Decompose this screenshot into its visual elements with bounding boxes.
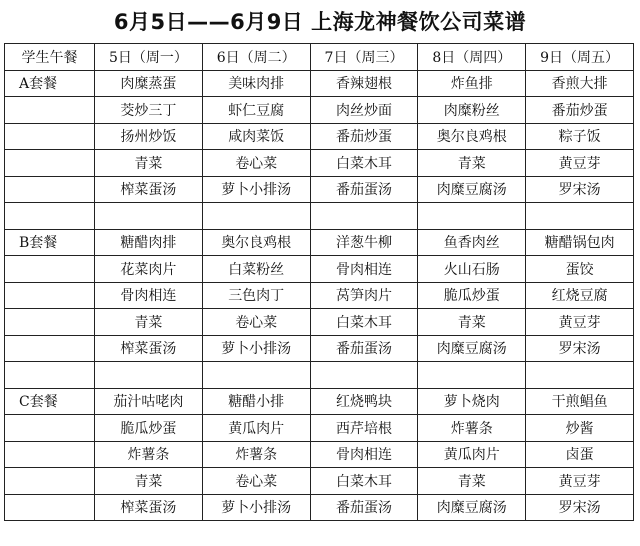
- empty-cell: [5, 335, 95, 362]
- empty-cell: [5, 97, 95, 124]
- dish-cell: 黄豆芽: [526, 150, 634, 177]
- empty-cell: [526, 203, 634, 230]
- dish-cell: 炸薯条: [202, 441, 310, 468]
- dish-cell: 白菜木耳: [310, 468, 418, 495]
- table-row: [5, 494, 634, 521]
- dish-cell: 青菜: [95, 150, 203, 177]
- dish-cell: 榨菜蛋汤: [95, 176, 203, 203]
- empty-cell: [526, 362, 634, 389]
- empty-cell: [418, 203, 526, 230]
- dish-cell: 肉丝炒面: [310, 97, 418, 124]
- day-header: 6日（周二）: [202, 44, 310, 71]
- dish-cell: 榨菜蛋汤: [95, 335, 203, 362]
- table-row: [5, 309, 634, 336]
- dish-cell: 肉糜豆腐汤: [418, 494, 526, 521]
- dish-cell: 青菜: [418, 150, 526, 177]
- menu-table-body: [5, 44, 634, 521]
- dish-cell: 萝卜小排汤: [202, 335, 310, 362]
- dish-cell: 番茄蛋汤: [310, 335, 418, 362]
- empty-cell: [5, 123, 95, 150]
- dish-cell: 香辣翅根: [310, 70, 418, 97]
- dish-cell: 骨肉相连: [310, 441, 418, 468]
- empty-cell: [5, 150, 95, 177]
- dish-cell: 番茄蛋汤: [310, 494, 418, 521]
- dish-cell: 美味肉排: [202, 70, 310, 97]
- table-row: [5, 388, 634, 415]
- dish-cell: 粽子饭: [526, 123, 634, 150]
- empty-cell: [5, 494, 95, 521]
- table-row: [5, 441, 634, 468]
- dish-cell: 香煎大排: [526, 70, 634, 97]
- dish-cell: 萝卜小排汤: [202, 494, 310, 521]
- dish-cell: 火山石肠: [418, 256, 526, 283]
- empty-cell: [5, 415, 95, 442]
- dish-cell: 青菜: [418, 309, 526, 336]
- table-row: [5, 176, 634, 203]
- dish-cell: 肉糜豆腐汤: [418, 176, 526, 203]
- dish-cell: 罗宋汤: [526, 335, 634, 362]
- dish-cell: 茭炒三丁: [95, 97, 203, 124]
- corner-cell: 学生午餐: [5, 44, 95, 71]
- dish-cell: 蛋饺: [526, 256, 634, 283]
- dish-cell: 黄豆芽: [526, 309, 634, 336]
- dish-cell: 白菜木耳: [310, 309, 418, 336]
- dish-cell: 奥尔良鸡根: [418, 123, 526, 150]
- empty-cell: [5, 362, 95, 389]
- empty-cell: [5, 256, 95, 283]
- table-row: [5, 468, 634, 495]
- dish-cell: 鱼香肉丝: [418, 229, 526, 256]
- dish-cell: 茄汁咕咾肉: [95, 388, 203, 415]
- dish-cell: 白菜木耳: [310, 150, 418, 177]
- dish-cell: 糖醋锅包肉: [526, 229, 634, 256]
- empty-cell: [5, 203, 95, 230]
- empty-cell: [5, 441, 95, 468]
- table-row: [5, 70, 634, 97]
- dish-cell: 糖醋小排: [202, 388, 310, 415]
- empty-cell: [95, 203, 203, 230]
- spacer-row: [5, 203, 634, 230]
- dish-cell: 罗宋汤: [526, 494, 634, 521]
- dish-cell: 萝卜小排汤: [202, 176, 310, 203]
- dish-cell: 炒酱: [526, 415, 634, 442]
- dish-cell: 骨肉相连: [310, 256, 418, 283]
- dish-cell: 扬州炒饭: [95, 123, 203, 150]
- empty-cell: [5, 309, 95, 336]
- table-row: [5, 123, 634, 150]
- dish-cell: 脆瓜炒蛋: [418, 282, 526, 309]
- empty-cell: [418, 362, 526, 389]
- dish-cell: 红烧鸭块: [310, 388, 418, 415]
- spacer-row: [5, 362, 634, 389]
- dish-cell: 番茄炒蛋: [310, 123, 418, 150]
- dish-cell: 卤蛋: [526, 441, 634, 468]
- dish-cell: 番茄蛋汤: [310, 176, 418, 203]
- dish-cell: 糖醋肉排: [95, 229, 203, 256]
- dish-cell: 青菜: [95, 309, 203, 336]
- empty-cell: [5, 176, 95, 203]
- day-header: 5日（周一）: [95, 44, 203, 71]
- empty-cell: [5, 282, 95, 309]
- dish-cell: 青菜: [95, 468, 203, 495]
- dish-cell: 萝卜烧肉: [418, 388, 526, 415]
- set-meal-label: A套餐: [5, 70, 95, 97]
- dish-cell: 黄瓜肉片: [418, 441, 526, 468]
- dish-cell: 黄豆芽: [526, 468, 634, 495]
- table-row: [5, 415, 634, 442]
- dish-cell: 卷心菜: [202, 150, 310, 177]
- dish-cell: 虾仁豆腐: [202, 97, 310, 124]
- table-row: [5, 282, 634, 309]
- day-header: 8日（周四）: [418, 44, 526, 71]
- dish-cell: 脆瓜炒蛋: [95, 415, 203, 442]
- dish-cell: 卷心菜: [202, 309, 310, 336]
- dish-cell: 青菜: [418, 468, 526, 495]
- dish-cell: 卷心菜: [202, 468, 310, 495]
- empty-cell: [310, 362, 418, 389]
- dish-cell: 奥尔良鸡根: [202, 229, 310, 256]
- dish-cell: 西芹培根: [310, 415, 418, 442]
- table-row: [5, 150, 634, 177]
- table-row: [5, 335, 634, 362]
- dish-cell: 番茄炒蛋: [526, 97, 634, 124]
- day-header: 9日（周五）: [526, 44, 634, 71]
- empty-cell: [310, 203, 418, 230]
- empty-cell: [202, 362, 310, 389]
- dish-cell: 炸鱼排: [418, 70, 526, 97]
- dish-cell: 炸薯条: [418, 415, 526, 442]
- dish-cell: 干煎鲳鱼: [526, 388, 634, 415]
- table-row: [5, 256, 634, 283]
- dish-cell: 洋葱牛柳: [310, 229, 418, 256]
- dish-cell: 红烧豆腐: [526, 282, 634, 309]
- dish-cell: 花菜肉片: [95, 256, 203, 283]
- dish-cell: 肉糜蒸蛋: [95, 70, 203, 97]
- dish-cell: 肉糜豆腐汤: [418, 335, 526, 362]
- day-header: 7日（周三）: [310, 44, 418, 71]
- dish-cell: 咸肉菜饭: [202, 123, 310, 150]
- empty-cell: [95, 362, 203, 389]
- dish-cell: 炸薯条: [95, 441, 203, 468]
- table-row: [5, 97, 634, 124]
- set-meal-label: C套餐: [5, 388, 95, 415]
- set-meal-label: B套餐: [5, 229, 95, 256]
- empty-cell: [202, 203, 310, 230]
- dish-cell: 肉糜粉丝: [418, 97, 526, 124]
- dish-cell: 黄瓜肉片: [202, 415, 310, 442]
- dish-cell: 三色肉丁: [202, 282, 310, 309]
- empty-cell: [5, 468, 95, 495]
- dish-cell: 罗宋汤: [526, 176, 634, 203]
- dish-cell: 莴笋肉片: [310, 282, 418, 309]
- header-row: [5, 44, 634, 71]
- dish-cell: 白菜粉丝: [202, 256, 310, 283]
- menu-table: [4, 43, 634, 521]
- page-title: 6月5日——6月9日 上海龙神餐饮公司菜谱: [113, 10, 527, 34]
- table-row: [5, 229, 634, 256]
- dish-cell: 榨菜蛋汤: [95, 494, 203, 521]
- dish-cell: 骨肉相连: [95, 282, 203, 309]
